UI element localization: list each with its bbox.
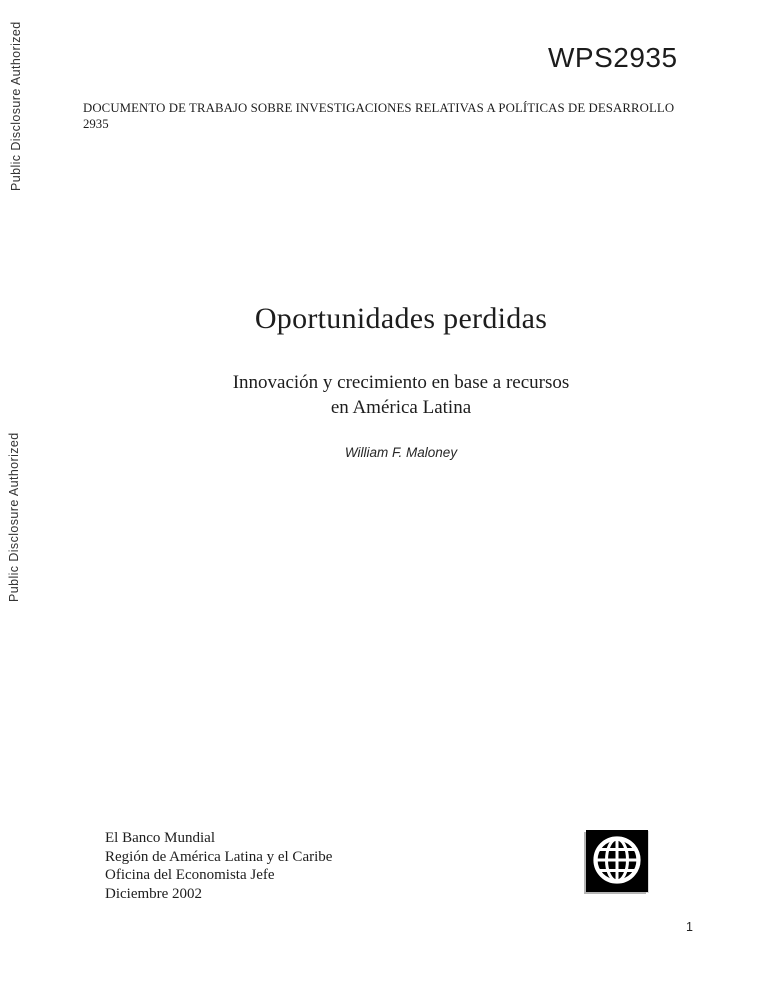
publisher-line-date: Diciembre 2002 bbox=[105, 885, 203, 902]
public-disclosure-stamp-middle: Public Disclosure Authorized bbox=[7, 432, 21, 602]
paper-subtitle-line-1: Innovación y crecimiento en base a recursos bbox=[232, 372, 570, 393]
paper-subtitle-line-2: en América Latina bbox=[330, 396, 472, 418]
series-number: 2935 bbox=[83, 117, 109, 131]
public-disclosure-stamp-top: Public Disclosure Authorized bbox=[9, 21, 23, 191]
paper-title: Oportunidades perdidas bbox=[254, 302, 548, 335]
series-title: DOCUMENTO DE TRABAJO SOBRE INVESTIGACIONES RELATIVAS A POLÍTICAS DE DESARROLLO bbox=[83, 101, 675, 115]
page-number: 1 bbox=[686, 920, 693, 934]
paper-subtitle bbox=[34, 371, 768, 420]
world-bank-logo bbox=[586, 830, 648, 892]
publisher-block bbox=[105, 829, 332, 903]
wps-code: WPS2935 bbox=[548, 42, 678, 73]
series-header bbox=[83, 100, 674, 132]
publisher-line-bank: El Banco Mundial bbox=[105, 830, 215, 846]
publisher-line-region: Región de América Latina y el Caribe bbox=[105, 848, 333, 865]
globe-icon bbox=[586, 830, 648, 892]
author-name: William F. Maloney bbox=[344, 445, 458, 460]
publisher-line-office: Oficina del Economista Jefe bbox=[105, 867, 275, 884]
